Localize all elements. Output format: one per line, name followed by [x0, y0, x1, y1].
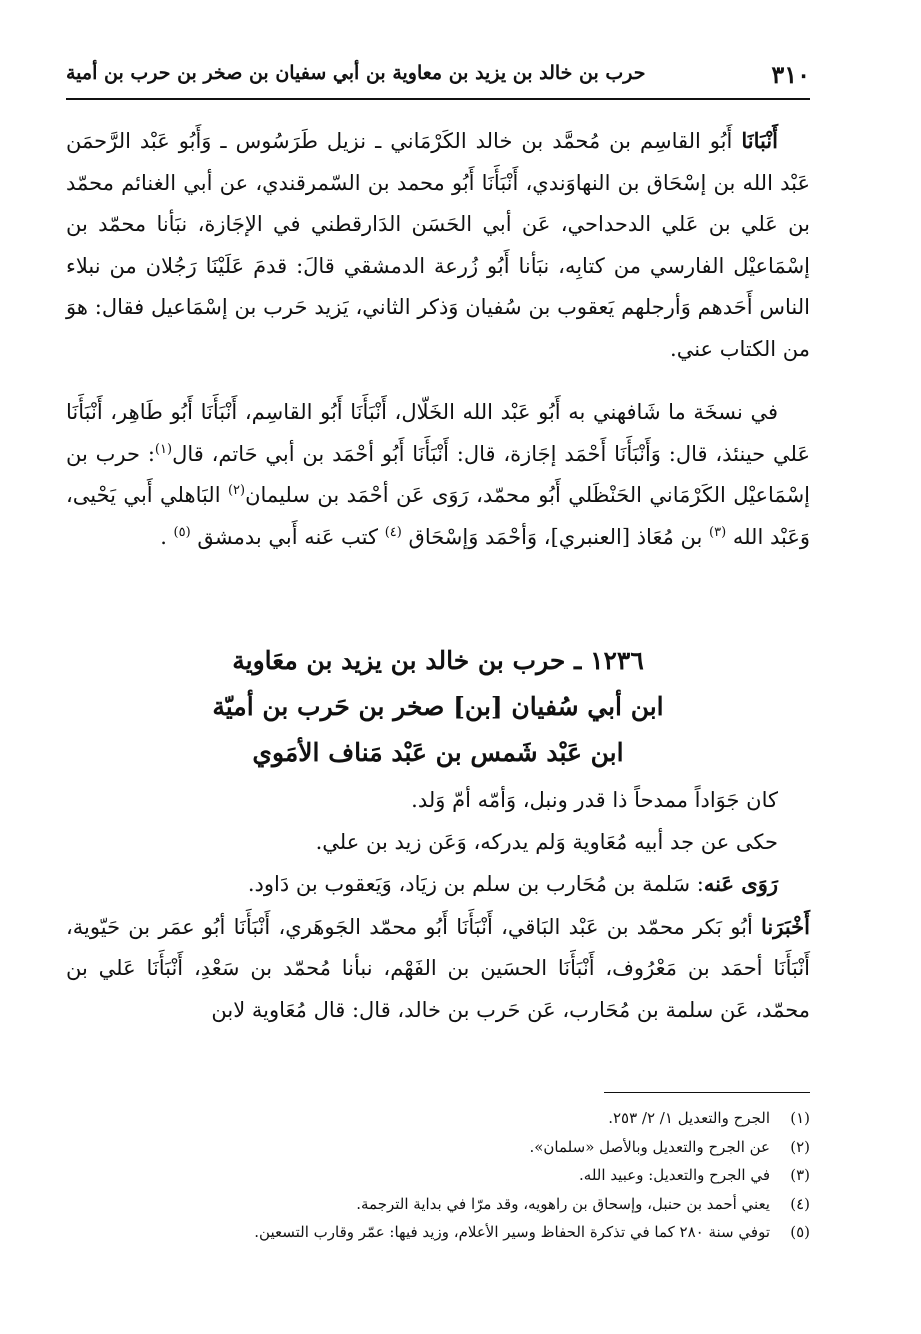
paragraph: حكى عن جد أبيه مُعَاوية وَلم يدركه، وَعَن زيد بن علي. — [315, 829, 778, 854]
entry-heading-line-2: ابن أبي سُفيان [بن] صخر بن حَرب بن أميّة — [212, 692, 664, 721]
entry-heading — [66, 638, 810, 776]
footnote-number: (٢) — [790, 1137, 810, 1156]
footnote-number: (٣) — [790, 1166, 810, 1184]
footnote-ref: (٢) — [227, 483, 246, 498]
footnote-item — [66, 1133, 810, 1162]
footnote-text: توفي سنة ٢٨٠ كما في تذكرة الحفاظ وسير الأعلام، وزيد فيها: عمّر وقارب التسعين. — [254, 1223, 770, 1241]
page-number: ٣١٠ — [771, 60, 810, 89]
footnote-ref: (٥) — [173, 524, 191, 540]
paragraph-lead-word: أَخْبَرَنا — [761, 913, 810, 939]
paragraph-text: : حرب بن إسْمَاعيْل الكَرْمَاني الحَنْظَلي أَبُو محمّد، رَوَى عَن أحْمَد بن سليمان — [66, 441, 811, 507]
footnote-divider — [604, 1092, 810, 1093]
paragraph-text: البَاهلي أَبي يَحْيى، وَعَبْد الله — [66, 483, 810, 549]
paragraph-text: في نسخَة ما شَافهني به أَبُو عَبْد الله الخَلّال، أَنْبَأَنَا أَبُو القاسِم، أَنْبَأَنَا أَبُو طَاهِر، أَنْبَأَنَا عَلي حينئذ، قال: وَأَنْبَأَنَا أَحْمَد إجَازة، قال: أَنْبَأَنَا أَبُو أحْمَد بن أبي حَاتم، قال — [66, 400, 810, 466]
footnote-number: (٥) — [790, 1223, 810, 1241]
footnote-ref: (١) — [154, 441, 173, 457]
footnote-ref: (٤) — [384, 524, 402, 540]
running-title: حرب بن خالد بن يزيد بن معاوية بن أبي سفيان بن صخر بن حرب بن أمية — [66, 62, 646, 84]
entry-heading-line-3: ابن عَبْد شَمس بن عَبْد مَناف الأمَوي — [252, 738, 624, 767]
footnote-text: في الجرح والتعديل: وعبيد الله. — [579, 1166, 770, 1184]
paragraph-text: : سَلمة بن مُحَارب بن سلم بن زيَاد، وَيَعقوب بن دَاود. — [247, 872, 704, 896]
paragraph — [66, 906, 810, 1032]
paragraph — [66, 392, 810, 558]
narration-paragraph-2 — [66, 392, 810, 558]
footnote-text: الجرح والتعديل ١/ ٢/ ٢٥٣. — [608, 1109, 770, 1127]
page-header — [66, 58, 810, 100]
footnote-number: (٤) — [790, 1194, 810, 1213]
paragraph — [66, 120, 810, 370]
footnotes — [66, 1104, 810, 1247]
paragraph-text: . — [160, 524, 174, 549]
footnote-text: يعني أحمد بن حنبل، وإسحاق بن راهويه، وقد مرّا في بداية الترجمة. — [356, 1194, 770, 1213]
footnote-item — [66, 1190, 810, 1219]
footnote-text: عن الجرح والتعديل وبالأصل «سلمان». — [529, 1137, 770, 1156]
footnote-ref: (٣) — [709, 524, 727, 540]
paragraph-text: بن مُعَاذ [العنبري]، وَأحْمَد وَإسْحَاق — [401, 524, 710, 549]
paragraph-text: أبُو بَكر محمّد بن عَبْد البَاقي، أَنْبَأَنَا أَبُو محمّد الجَوهَري، أَنْبَأَنَا أبُو عمَر بن حَيّوية، أَنْبَأَنَا أحمَد بن مَعْرُوف، أَنْبَأَنَا الحسَين بن الفَهْم، نبأنا مُحمّد بن سَعْدِ، أَنْبَأَنَا عَلي بن محمّد، عَن سلمة بن مُحَارب، عَن حَرب بن خالد، قال: قال مُعَاوية لابن — [66, 914, 810, 1022]
footnote-item — [66, 1161, 810, 1190]
paragraph-lead-word: رَوَى عَنه — [703, 871, 778, 896]
narration-paragraph-1 — [66, 120, 810, 370]
footnote-number: (١) — [790, 1109, 810, 1127]
footnote-item — [66, 1104, 810, 1133]
paragraph — [66, 863, 810, 906]
footnote-item — [66, 1218, 810, 1247]
paragraph-text: كتب عَنه أَبي بدمشق — [190, 524, 385, 549]
entry-body — [66, 780, 810, 1031]
paragraph-text: أَبُو القاسِم بن مُحمَّد بن خالد الكَرْمَاني ـ نزيل طَرَسُوس ـ وَأَبُو عَبْد الرَّحمَن عَبْد الله بن إسْحَاق بن النهاوَندي، أَنْبَأَنَا أَبُو محمد بن السّمرقندي، عن أبي الغنائم محمّد بن عَلي بن عَلي الدحداحي، عَن أبي الحَسَن الدَارقطني في الإجَازة، نبَأنا محمّد بن إسْمَاعيْل الفارسي من كتابِه، نبَأنا أَبُو زُرعة الدمشقي قالَ: قدمَ عَلَيْنَا رَجُلان من نبلاء الناس أَحَدهم وَأرجلهم يَعقوب بن سُفيان وَذكر الثاني، يَزيد حَرب بن إسْمَاعيل فقال: هوَ من الكتاب عني. — [66, 129, 810, 361]
entry-heading-line-1: ١٢٣٦ ـ حرب بن خالد بن يزيد بن معَاوية — [232, 646, 644, 675]
paragraph: كان جَوَاداً ممدحاً ذا قدر ونبل، وَأمّه أمّ وَلد. — [411, 788, 778, 812]
paragraph-lead-word: أَنْبَانَا — [741, 128, 778, 153]
